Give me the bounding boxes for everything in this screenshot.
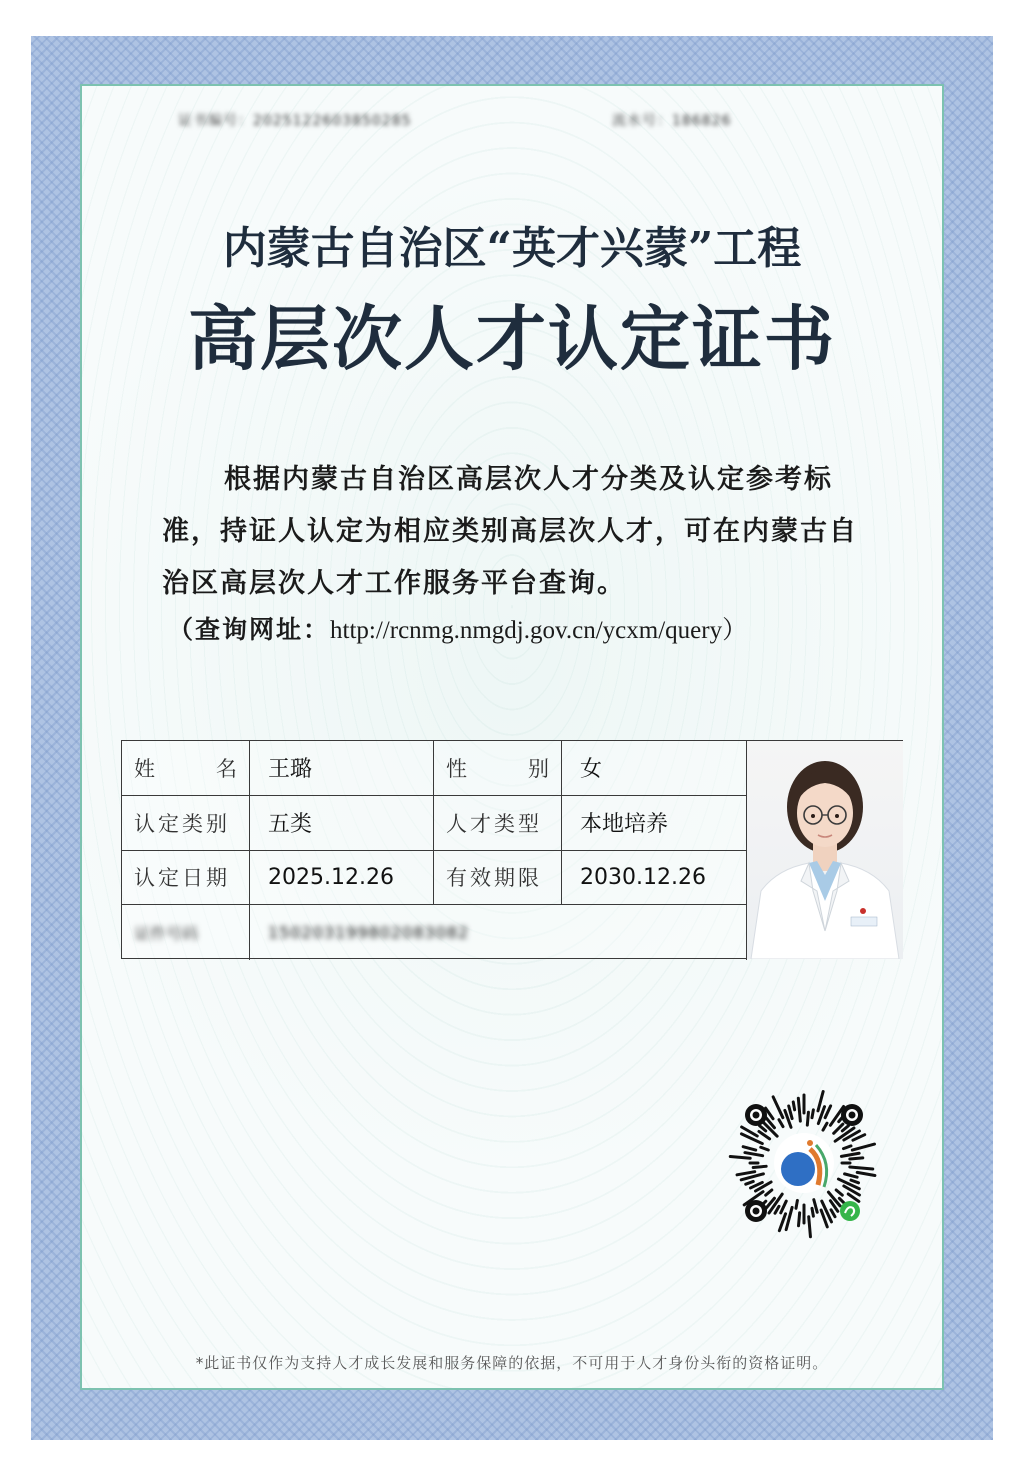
valid-label: 有效期限 [434, 851, 562, 906]
portrait-photo [747, 741, 903, 959]
talent-type-value: 本地培养 [562, 796, 747, 851]
certificate-number: 证书编号：2025122603850285 [178, 113, 412, 129]
id-value: 150203199802083082 [250, 905, 747, 960]
query-close: ） [722, 615, 748, 644]
name-label: 姓 名 [122, 741, 250, 796]
footer-note: *此证书仅作为支持人才成长发展和服务保障的依据，不可用于人才身份头衔的资格证明。 [195, 1354, 829, 1372]
date-value: 2025.12.26 [250, 851, 434, 906]
query-url[interactable]: http://rcnmg.nmgdj.gov.cn/ycxm/query [330, 617, 723, 644]
query-label: （查询网址： [168, 615, 331, 644]
category-value: 五类 [250, 796, 434, 851]
info-table [121, 740, 903, 959]
serial-number: 流水号：186826 [612, 113, 732, 129]
query-line [168, 610, 747, 646]
id-label: 证件号码 [122, 905, 250, 960]
mini-program-qr-code[interactable] [724, 1083, 884, 1243]
certificate-paragraph: 根据内蒙古自治区高层次人才分类及认定参考标准，持证人认定为相应类别高层次人才，可在内蒙古自治区高层次人才工作服务平台查询。 [162, 464, 858, 599]
category-label: 认定类别 [122, 796, 250, 851]
valid-value: 2030.12.26 [562, 851, 747, 906]
talent-type-label: 人才类型 [434, 796, 562, 851]
title-line-1: 内蒙古自治区“英才兴蒙”工程 [222, 223, 802, 274]
portrait-image [747, 741, 903, 959]
title-line-2: 高层次人才认定证书 [188, 298, 836, 380]
date-label: 认定日期 [122, 851, 250, 906]
name-value: 王璐 [250, 741, 434, 796]
gender-value: 女 [562, 741, 747, 796]
qr-code-icon [724, 1083, 884, 1243]
gender-label: 性 别 [434, 741, 562, 796]
